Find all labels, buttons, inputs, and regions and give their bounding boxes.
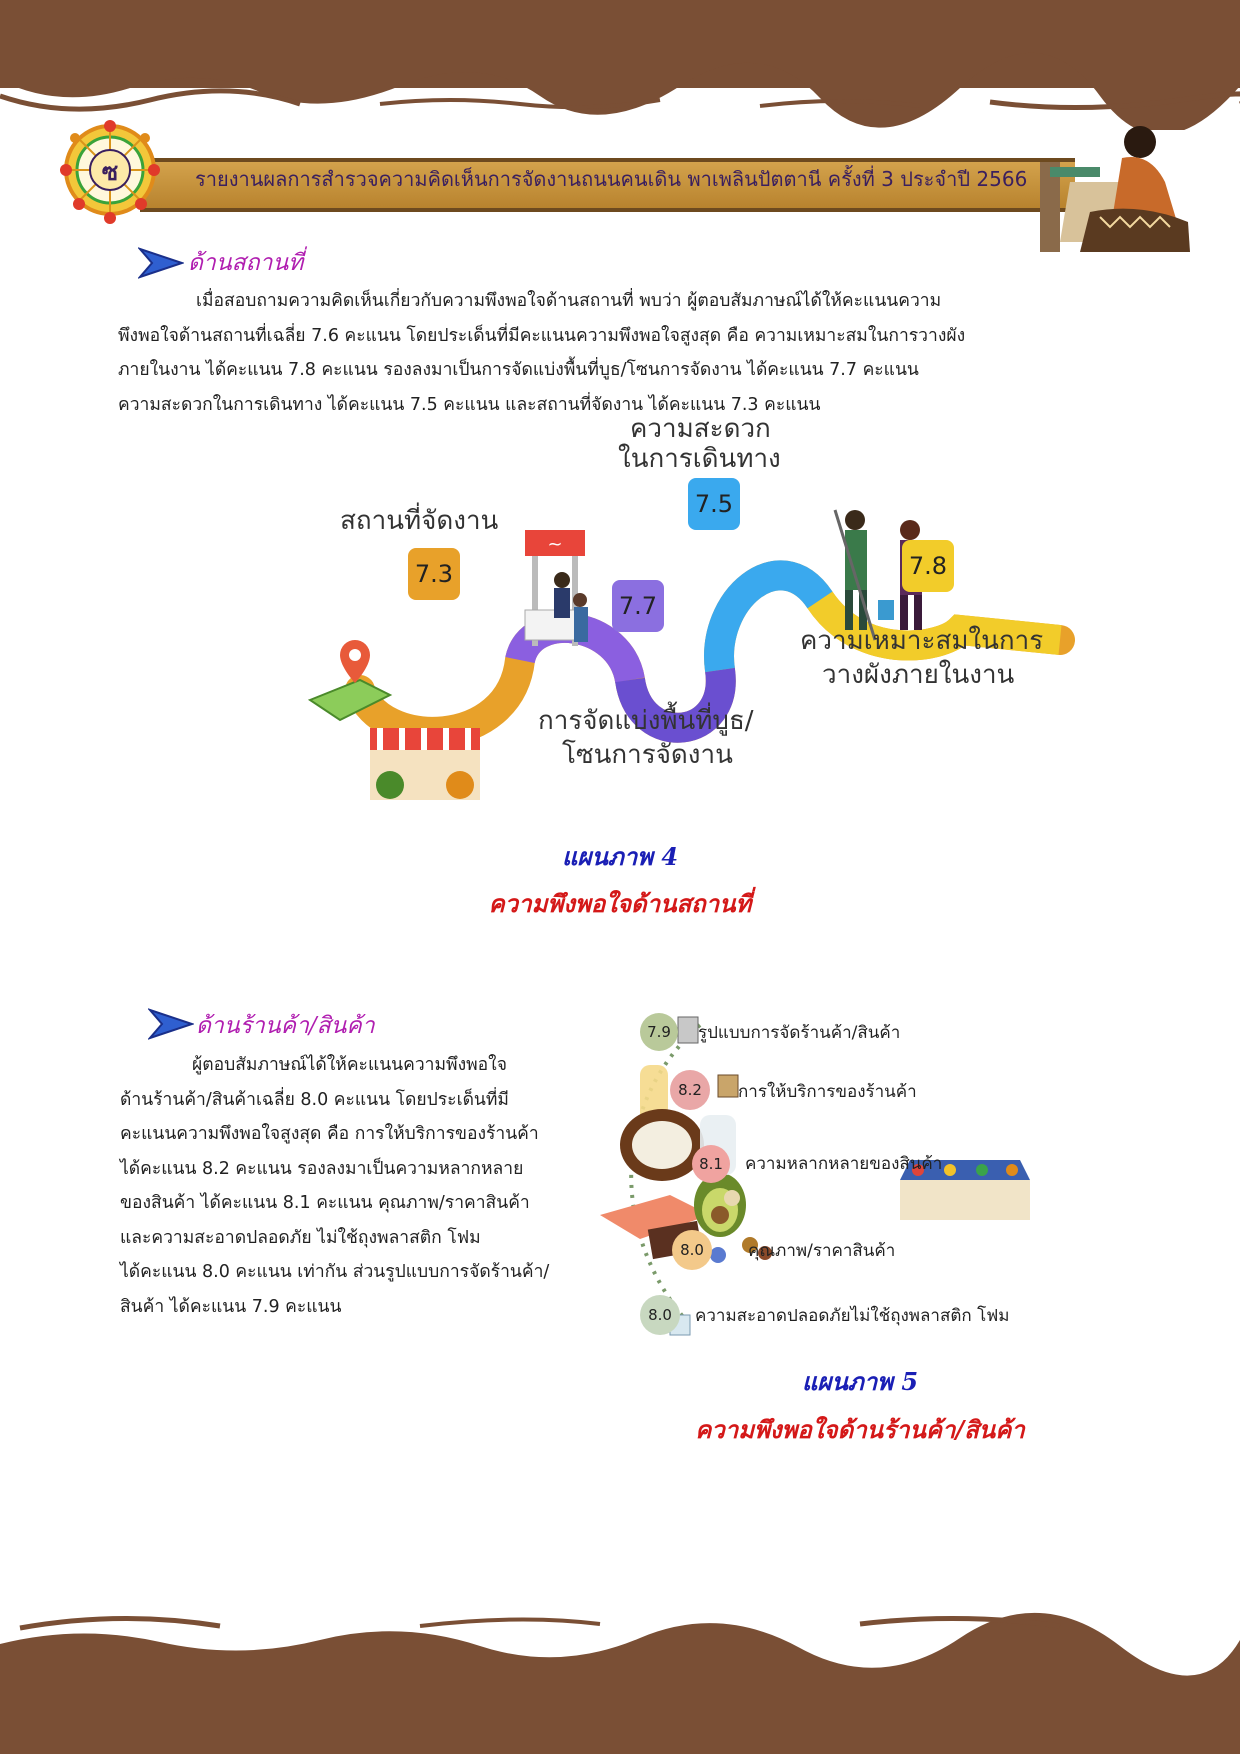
label-travel-line1: ความสะดวก [630, 414, 771, 444]
score-badge-cleanliness: 8.0 [640, 1295, 680, 1335]
top-decorative-band [0, 0, 1240, 130]
section1-heading: ด้านสถานที่ [188, 250, 304, 276]
para1-line: ภายในงาน ได้คะแนน 7.8 คะแนน รองลงมาเป็นการจัดแบ่งพื้นที่บูธ/โซนการจัดงาน ได้คะแนน 7.7 คะแนน [118, 360, 919, 380]
para2-line: สินค้า ได้คะแนน 7.9 คะแนน [120, 1296, 342, 1317]
para1-line: เมื่อสอบถามความคิดเห็นเกี่ยวกับความพึงพอใจด้านสถานที่ พบว่า ผู้ตอบสัมภาษณ์ได้ให้คะแนนความ [196, 291, 942, 311]
label-booth-zone-line1: การจัดแบ่งพื้นที่บูธ/ [538, 706, 754, 736]
para2-line: ได้คะแนน 8.0 คะแนน เท่ากัน ส่วนรูปแบบการจัดร้านค้า/ [120, 1262, 550, 1282]
score-badge-travel: 7.5 [688, 478, 740, 530]
label-location: สถานที่จัดงาน [340, 506, 499, 536]
figure4-number: แผนภาพ 4 [561, 842, 679, 871]
para1-line: พึงพอใจด้านสถานที่เฉลี่ย 7.6 คะแนน โดยประเด็นที่มีคะแนนความพึงพอใจสูงสุด คือ ความเหมาะสมในการวางผัง [118, 325, 966, 346]
bottom-decorative-band [0, 1604, 1240, 1754]
score-badge-service: 8.2 [670, 1070, 710, 1110]
figure5-title: ความพึงพอใจด้านร้านค้า/สินค้า [695, 1415, 1025, 1444]
label-service: การให้บริการของร้านค้า [738, 1082, 917, 1102]
score-badge-shop-format: 7.9 [640, 1013, 678, 1051]
label-shop-format: รูปแบบการจัดร้านค้า/สินค้า [698, 1023, 901, 1043]
label-cleanliness: ความสะอาดปลอดภัยไม่ใช้ถุงพลาสติก โฟม [695, 1306, 1010, 1326]
para2-line: และความสะอาดปลอดภัย ไม่ใช้ถุงพลาสติก โฟม [120, 1227, 481, 1248]
report-title: รายงานผลการสำรวจความคิดเห็นการจัดงานถนนคนเดิน พาเพลินปัตตานี ครั้งที่ 3 ประจำปี 2566 [195, 167, 1028, 191]
weaver-illustration [1040, 112, 1190, 252]
label-booth-zone-line2: โซนการจัดงาน [562, 740, 733, 770]
section1-arrow-icon [138, 247, 184, 279]
label-layout-line2: วางผังภายในงาน [822, 660, 1015, 690]
para2-line: คะแนนความพึงพอใจสูงสุด คือ การให้บริการของร้านค้า [120, 1124, 539, 1144]
figure5-number: แผนภาพ 5 [801, 1367, 919, 1396]
score-badge-variety: 8.1 [692, 1145, 730, 1183]
score-badge-layout: 7.8 [902, 540, 954, 592]
label-travel-line2: ในการเดินทาง [618, 444, 781, 474]
label-quality-price: คุณภาพ/ราคาสินค้า [748, 1241, 896, 1261]
para2-line: ของสินค้า ได้คะแนน 8.1 คะแนน คุณภาพ/ราคาสินค้า [120, 1193, 530, 1213]
para1-line: ความสะดวกในการเดินทาง ได้คะแนน 7.5 คะแนน และสถานที่จัดงาน ได้คะแนน 7.3 คะแนน [118, 394, 821, 415]
score-badge-location: 7.3 [408, 548, 460, 600]
label-layout-line1: ความเหมาะสมในการ [800, 626, 1044, 656]
score-badge-booth-zone: 7.7 [612, 580, 664, 632]
section2-arrow-icon [148, 1008, 194, 1040]
label-variety: ความหลากหลายของสินค้า [745, 1154, 943, 1174]
para2-line: ผู้ตอบสัมภาษณ์ได้ให้คะแนนความพึงพอใจ [192, 1055, 507, 1075]
para2-line: ได้คะแนน 8.2 คะแนน รองลงมาเป็นความหลากหลาย [120, 1158, 524, 1179]
section2-heading: ด้านร้านค้า/สินค้า [196, 1013, 375, 1039]
shop-satisfaction-infographic [600, 1005, 1100, 1345]
score-badge-quality-price: 8.0 [672, 1230, 712, 1270]
svg-text:~: ~ [547, 534, 563, 555]
section2-paragraph [120, 1048, 590, 1324]
para2-line: ด้านร้านค้า/สินค้าเฉลี่ย 8.0 คะแนน โดยประเด็นที่มี [120, 1089, 509, 1110]
figure4-title: ความพึงพอใจด้านสถานที่ [488, 889, 752, 918]
location-satisfaction-infographic [300, 414, 1160, 810]
header-badge-letter: ซ [101, 158, 119, 186]
section1-paragraph [118, 284, 1088, 422]
